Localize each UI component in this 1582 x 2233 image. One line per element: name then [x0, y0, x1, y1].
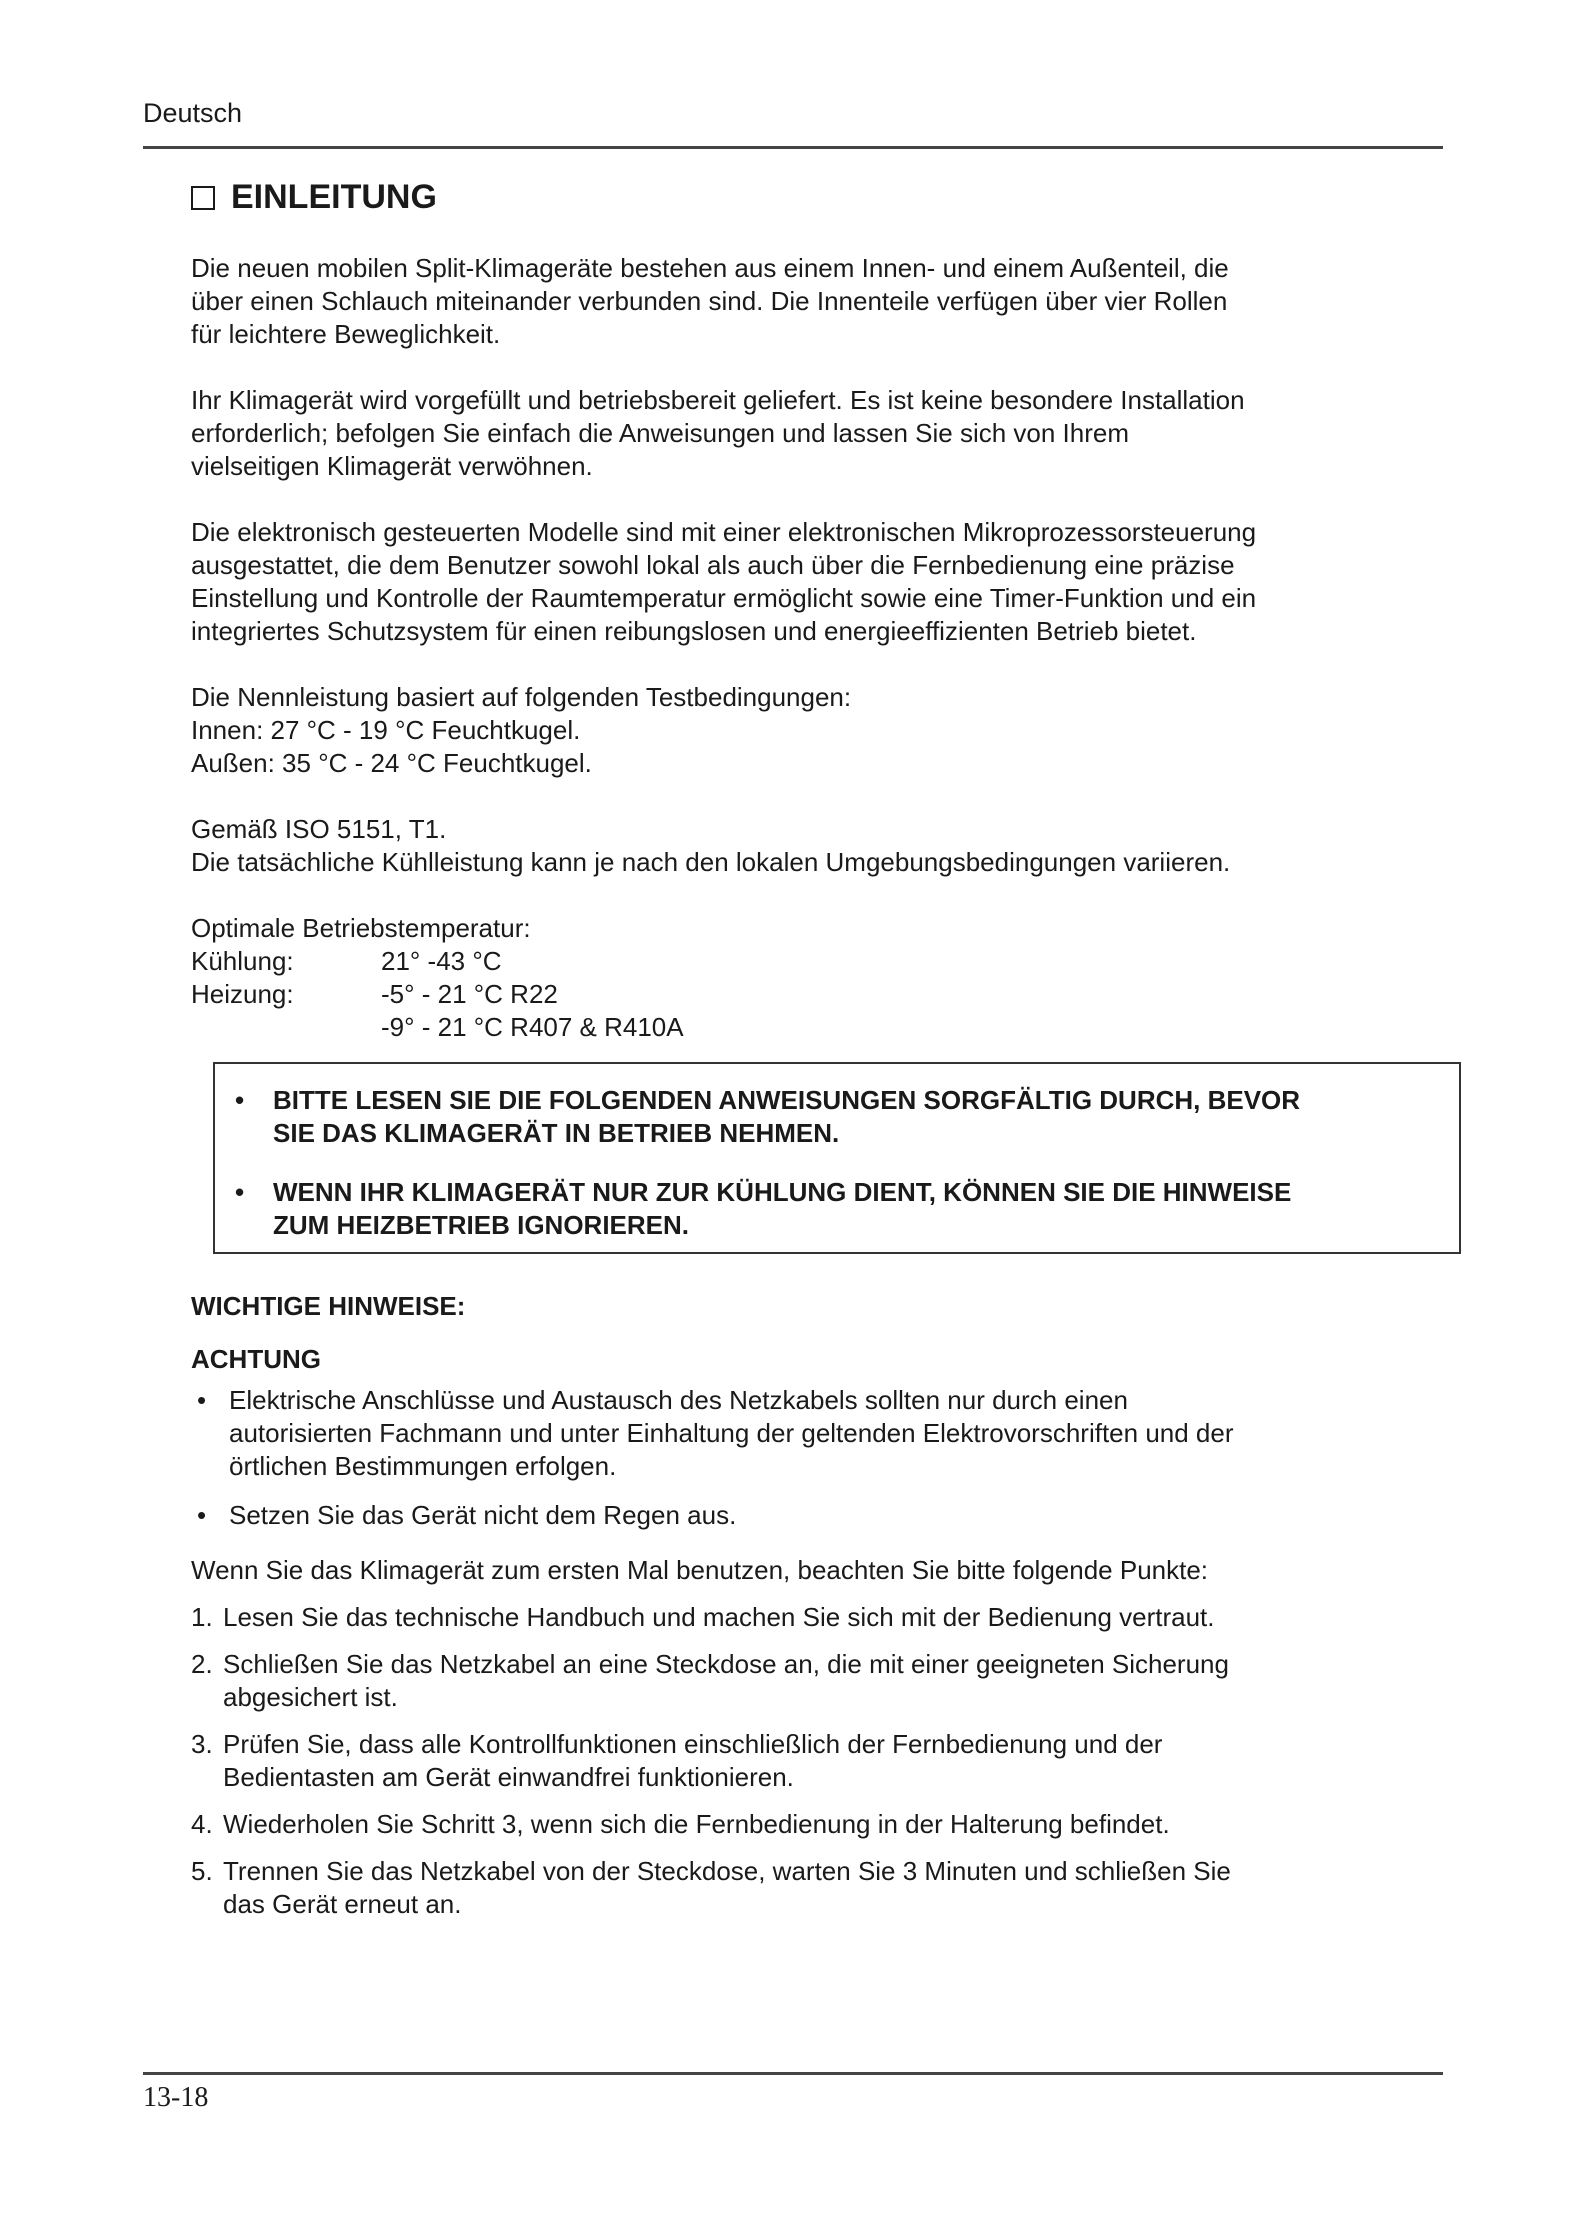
notice-item: [235, 1176, 1439, 1242]
text-line: Gemäß ISO 5151, T1.: [191, 814, 447, 844]
text-line: Elektrische Anschlüsse und Austausch des Netzkabels sollten nur durch einen: [229, 1385, 1128, 1415]
text-line: für leichtere Beweglichkeit.: [191, 319, 501, 349]
heating-label: Heizung:: [191, 979, 294, 1009]
text-line: vielseitigen Klimagerät verwöhnen.: [191, 451, 593, 481]
text-line: Ihr Klimagerät wird vorgefüllt und betriebsbereit geliefert. Es ist keine besondere Installation: [191, 385, 1245, 415]
heating-value-r407: -9° - 21 °C R407 & R410A: [381, 1012, 684, 1042]
notice-line: SIE DAS KLIMAGERÄT IN BETRIEB NEHMEN.: [273, 1118, 840, 1148]
text-line: Wiederholen Sie Schritt 3, wenn sich die Fernbedienung in der Halterung befindet.: [223, 1809, 1170, 1839]
text-line: Setzen Sie das Gerät nicht dem Regen aus.: [229, 1500, 737, 1530]
operating-temp-heading: Optimale Betriebstemperatur:: [191, 913, 531, 943]
iso-note: [191, 813, 1431, 879]
step-item: [191, 1728, 1441, 1794]
cooling-value: 21° -43 °C: [381, 946, 502, 976]
notice-line: WENN IHR KLIMAGERÄT NUR ZUR KÜHLUNG DIENT, KÖNNEN SIE DIE HINWEISE: [273, 1177, 1292, 1207]
text-line: ausgestattet, die dem Benutzer sowohl lokal als auch über die Fernbedienung eine präzise: [191, 550, 1235, 580]
step-number: 1.: [191, 1602, 213, 1632]
bullet-icon: •: [197, 1385, 207, 1415]
caution-heading: ACHTUNG: [191, 1344, 321, 1374]
page-language: Deutsch: [143, 98, 243, 128]
bullet-icon: •: [235, 1177, 245, 1207]
text-line: Die neuen mobilen Split-Klimageräte bestehen aus einem Innen- und einem Außenteil, die: [191, 253, 1229, 283]
caution-item: [191, 1499, 1441, 1532]
heating-value-r22: -5° - 21 °C R22: [381, 979, 558, 1009]
notice-box: [213, 1062, 1461, 1254]
text-line: autorisierten Fachmann und unter Einhaltung der geltenden Elektrovorschriften und der: [229, 1418, 1234, 1448]
text-line: Trennen Sie das Netzkabel von der Steckdose, warten Sie 3 Minuten und schließen Sie: [223, 1856, 1231, 1886]
text-line: Innen: 27 °C - 19 °C Feuchtkugel.: [191, 715, 581, 745]
text-line: Die tatsächliche Kühlleistung kann je nach den lokalen Umgebungsbedingungen variieren.: [191, 847, 1231, 877]
operating-temperature: [191, 912, 1431, 1044]
step-item: [191, 1601, 1441, 1634]
step-number: 4.: [191, 1809, 213, 1839]
bullet-icon: •: [197, 1500, 207, 1530]
text-line: erforderlich; befolgen Sie einfach die Anweisungen und lassen Sie sich von Ihrem: [191, 418, 1130, 448]
step-item: [191, 1808, 1441, 1841]
text-line: Die elektronisch gesteuerten Modelle sind mit einer elektronischen Mikroprozessorsteuerung: [191, 517, 1257, 547]
text-line: Einstellung und Kontrolle der Raumtemperatur ermöglicht sowie eine Timer-Funktion und ein: [191, 583, 1257, 613]
step-item: [191, 1855, 1441, 1921]
text-line: Bedientasten am Gerät einwandfrei funktionieren.: [223, 1762, 794, 1792]
page-number: 13-18: [143, 2082, 209, 2113]
intro-content: [191, 252, 1431, 1068]
first-use-intro: Wenn Sie das Klimagerät zum ersten Mal benutzen, beachten Sie bitte folgende Punkte:: [191, 1555, 1209, 1585]
notice-line: ZUM HEIZBETRIEB IGNORIEREN.: [273, 1210, 690, 1240]
notice-item: [235, 1084, 1439, 1150]
section-title: [191, 178, 437, 217]
section-title-text: EINLEITUNG: [231, 178, 437, 216]
step-number: 3.: [191, 1729, 213, 1759]
bullet-icon: •: [235, 1085, 245, 1115]
text-line: Prüfen Sie, dass alle Kontrollfunktionen einschließlich der Fernbedienung und der: [223, 1729, 1163, 1759]
text-line: Außen: 35 °C - 24 °C Feuchtkugel.: [191, 748, 592, 778]
checkbox-square-icon: [191, 186, 215, 210]
notice-line: BITTE LESEN SIE DIE FOLGENDEN ANWEISUNGEN SORGFÄLTIG DURCH, BEVOR: [273, 1085, 1301, 1115]
test-conditions: [191, 681, 1431, 780]
text-line: Schließen Sie das Netzkabel an eine Steckdose an, die mit einer geeigneten Sicherung: [223, 1649, 1229, 1679]
cooling-label: Kühlung:: [191, 946, 294, 976]
important-heading: WICHTIGE HINWEISE:: [191, 1291, 466, 1321]
text-line: Die Nennleistung basiert auf folgenden Testbedingungen:: [191, 682, 852, 712]
footer-rule: [143, 2072, 1443, 2075]
important-notes: [191, 1290, 1441, 1935]
text-line: über einen Schlauch miteinander verbunden sind. Die Innenteile verfügen über vier Rollen: [191, 286, 1228, 316]
text-line: Lesen Sie das technische Handbuch und machen Sie sich mit der Bedienung vertraut.: [223, 1602, 1215, 1632]
text-line: das Gerät erneut an.: [223, 1889, 462, 1919]
text-line: örtlichen Bestimmungen erfolgen.: [229, 1451, 617, 1481]
step-number: 5.: [191, 1856, 213, 1886]
intro-paragraph: [191, 384, 1431, 483]
intro-paragraph: [191, 252, 1431, 351]
text-line: abgesichert ist.: [223, 1682, 398, 1712]
intro-paragraph: [191, 516, 1431, 648]
step-number: 2.: [191, 1649, 213, 1679]
header-rule: [143, 146, 1443, 149]
caution-item: [191, 1384, 1441, 1483]
step-item: [191, 1648, 1441, 1714]
text-line: integriertes Schutzsystem für einen reibungslosen und energieeffizienten Betrieb bietet.: [191, 616, 1197, 646]
